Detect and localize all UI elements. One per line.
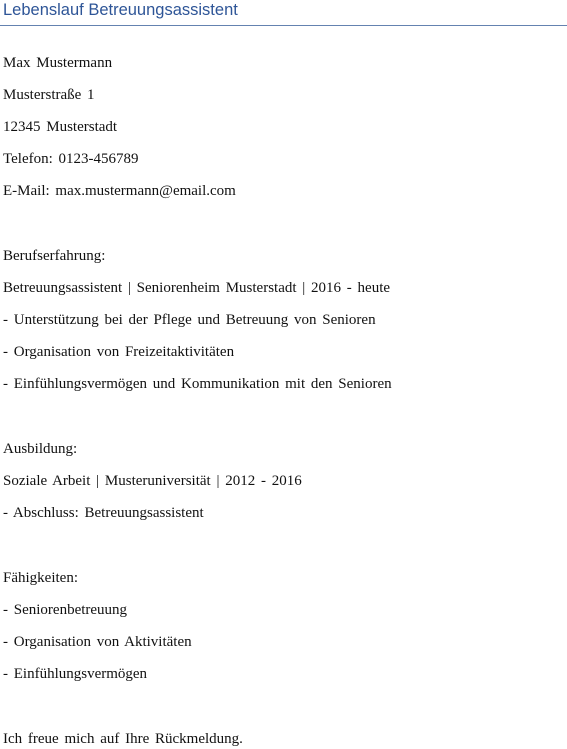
skills-heading: Fähigkeiten: [3, 570, 78, 586]
experience-bullet: - Unterstützung bei der Pflege und Betreuung von Senioren [3, 312, 376, 328]
experience-bullet: - Einfühlungsvermögen und Kommunikation mit den Senioren [3, 376, 392, 392]
document-title: Lebenslauf Betreuungsassistent [3, 1, 238, 19]
skills-bullet: - Seniorenbetreuung [3, 602, 128, 618]
education-bullet: - Abschluss: Betreuungsassistent [3, 505, 204, 521]
education-entry: Soziale Arbeit | Musteruniversität | 2012 - 2016 [3, 473, 302, 489]
contact-name: Max Mustermann [3, 55, 113, 71]
experience-heading: Berufserfahrung: [3, 248, 106, 264]
contact-phone: Telefon: 0123-456789 [3, 151, 139, 167]
experience-position: Betreuungsassistent | Seniorenheim Musterstadt | 2016 - heute [3, 280, 391, 296]
experience-bullet: - Organisation von Freizeitaktivitäten [3, 344, 235, 360]
contact-city: 12345 Musterstadt [3, 119, 118, 135]
contact-email: E-Mail: max.mustermann@email.com [3, 183, 236, 199]
skills-bullet: - Einfühlungsvermögen [3, 666, 148, 682]
title-underline [0, 25, 567, 26]
education-heading: Ausbildung: [3, 441, 78, 457]
closing-line: Ich freue mich auf Ihre Rückmeldung. [3, 731, 243, 747]
skills-bullet: - Organisation von Aktivitäten [3, 634, 192, 650]
contact-street: Musterstraße 1 [3, 87, 95, 103]
